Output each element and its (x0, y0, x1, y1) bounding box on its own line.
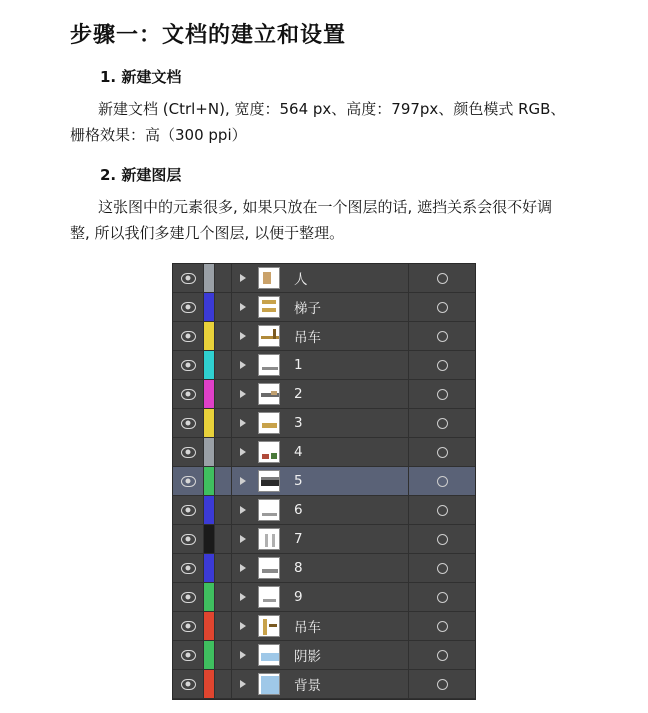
target-circle-icon-glyph (437, 331, 448, 342)
eye-icon-glyph (181, 650, 196, 661)
target-circle-icon-glyph (437, 650, 448, 661)
triangle-right-icon-glyph (240, 535, 246, 543)
layer-lock-slot[interactable] (215, 264, 232, 292)
layer-lock-slot[interactable] (215, 670, 232, 698)
layer-row[interactable] (173, 264, 475, 293)
layer-thumbnail[interactable] (254, 612, 284, 640)
eye-icon-glyph (181, 389, 196, 400)
layer-lock-slot[interactable] (215, 351, 232, 379)
triangle-right-icon-glyph (240, 680, 246, 688)
layer-color-swatch (204, 322, 215, 350)
triangle-right-icon[interactable] (232, 351, 254, 379)
layer-row[interactable] (173, 525, 475, 554)
layers-panel[interactable] (172, 263, 476, 700)
layer-thumbnail[interactable] (254, 525, 284, 553)
layer-color-swatch (204, 351, 215, 379)
triangle-right-icon-glyph (240, 332, 246, 340)
target-circle-icon-glyph (437, 360, 448, 371)
target-circle-icon-glyph (437, 447, 448, 458)
layer-thumbnail-image (258, 615, 280, 637)
layer-thumbnail-image (258, 354, 280, 376)
layer-thumbnail[interactable] (254, 670, 284, 698)
triangle-right-icon[interactable] (232, 554, 254, 582)
eye-icon[interactable] (173, 293, 204, 321)
layer-row[interactable] (173, 351, 475, 380)
triangle-right-icon-glyph (240, 564, 246, 572)
target-circle-icon-glyph (437, 534, 448, 545)
triangle-right-icon-glyph (240, 303, 246, 311)
eye-icon[interactable] (173, 496, 204, 524)
target-circle-icon[interactable] (408, 322, 475, 350)
section-1-paragraph: 新建文档 (Ctrl+N), 宽度：564 px、高度：797px、颜色模式 RGB、栅格效果：高（300 ppi） (70, 100, 566, 144)
triangle-right-icon[interactable] (232, 438, 254, 466)
triangle-right-icon[interactable] (232, 583, 254, 611)
triangle-right-icon-glyph (240, 448, 246, 456)
layer-name[interactable]: 6 (294, 502, 303, 518)
eye-icon-glyph (181, 563, 196, 574)
target-circle-icon-glyph (437, 563, 448, 574)
target-circle-icon[interactable] (408, 351, 475, 379)
triangle-right-icon-glyph (240, 361, 246, 369)
eye-icon-glyph (181, 360, 196, 371)
layer-thumbnail[interactable] (254, 467, 284, 495)
layer-lock-slot[interactable] (215, 409, 232, 437)
layer-color-swatch (204, 641, 215, 669)
layer-row[interactable] (173, 380, 475, 409)
layer-row[interactable] (173, 612, 475, 641)
layer-color-swatch (204, 264, 215, 292)
layer-name[interactable]: 3 (294, 415, 303, 431)
triangle-right-icon[interactable] (232, 641, 254, 669)
target-circle-icon-glyph (437, 418, 448, 429)
layer-row[interactable] (173, 467, 475, 496)
layer-name[interactable]: 4 (294, 444, 303, 460)
layer-thumbnail[interactable] (254, 351, 284, 379)
triangle-right-icon-glyph (240, 622, 246, 630)
eye-icon[interactable] (173, 641, 204, 669)
layer-lock-slot[interactable] (215, 438, 232, 466)
layer-lock-slot[interactable] (215, 612, 232, 640)
layer-thumbnail[interactable] (254, 322, 284, 350)
layer-thumbnail-image (258, 470, 280, 492)
triangle-right-icon-glyph (240, 593, 246, 601)
eye-icon-glyph (181, 476, 196, 487)
eye-icon[interactable] (173, 583, 204, 611)
layer-color-swatch (204, 438, 215, 466)
layer-row[interactable] (173, 293, 475, 322)
layer-color-swatch (204, 467, 215, 495)
eye-icon[interactable] (173, 670, 204, 698)
target-circle-icon-glyph (437, 679, 448, 690)
layer-name[interactable]: 2 (294, 386, 303, 402)
layer-name[interactable]: 9 (294, 589, 303, 605)
target-circle-icon-glyph (437, 389, 448, 400)
triangle-right-icon[interactable] (232, 670, 254, 698)
layer-thumbnail-image (258, 673, 280, 695)
layer-lock-slot[interactable] (215, 583, 232, 611)
layer-thumbnail[interactable] (254, 409, 284, 437)
target-circle-icon[interactable] (408, 641, 475, 669)
layer-thumbnail-image (258, 296, 280, 318)
triangle-right-icon[interactable] (232, 293, 254, 321)
layer-lock-slot[interactable] (215, 641, 232, 669)
layer-lock-slot[interactable] (215, 525, 232, 553)
layer-row[interactable] (173, 670, 475, 699)
eye-icon[interactable] (173, 525, 204, 553)
eye-icon[interactable] (173, 554, 204, 582)
layer-thumbnail[interactable] (254, 583, 284, 611)
layer-thumbnail-image (258, 441, 280, 463)
triangle-right-icon[interactable] (232, 612, 254, 640)
layer-lock-slot[interactable] (215, 496, 232, 524)
section-2-paragraph: 这张图中的元素很多, 如果只放在一个图层的话, 遮挡关系会很不好调整, 所以我们多建几个图层, 以便于整理。 (70, 198, 553, 242)
eye-icon-glyph (181, 534, 196, 545)
layer-thumbnail-image (258, 586, 280, 608)
layer-name[interactable]: 背景 (294, 678, 321, 694)
target-circle-icon-glyph (437, 476, 448, 487)
triangle-right-icon-glyph (240, 274, 246, 282)
layer-thumbnail-image (258, 528, 280, 550)
layer-color-swatch (204, 496, 215, 524)
layer-lock-slot[interactable] (215, 380, 232, 408)
layer-color-swatch (204, 670, 215, 698)
layer-color-swatch (204, 554, 215, 582)
layer-name[interactable]: 人 (294, 272, 308, 288)
target-circle-icon-glyph (437, 273, 448, 284)
layer-row[interactable] (173, 438, 475, 467)
layer-lock-slot[interactable] (215, 322, 232, 350)
eye-icon-glyph (181, 447, 196, 458)
layer-name[interactable]: 8 (294, 560, 303, 576)
layer-thumbnail[interactable] (254, 438, 284, 466)
triangle-right-icon[interactable] (232, 380, 254, 408)
eye-icon[interactable] (173, 351, 204, 379)
layer-color-swatch (204, 293, 215, 321)
layer-thumbnail-image (258, 412, 280, 434)
layer-color-swatch (204, 409, 215, 437)
layer-name[interactable]: 阴影 (294, 649, 321, 665)
eye-icon[interactable] (173, 264, 204, 292)
layer-name[interactable]: 5 (294, 473, 303, 489)
eye-icon-glyph (181, 505, 196, 516)
triangle-right-icon[interactable] (232, 525, 254, 553)
eye-icon[interactable] (173, 380, 204, 408)
target-circle-icon[interactable] (408, 612, 475, 640)
layer-thumbnail[interactable] (254, 264, 284, 292)
target-circle-icon-glyph (437, 621, 448, 632)
layer-lock-slot[interactable] (215, 467, 232, 495)
layer-name[interactable]: 吊车 (294, 330, 321, 346)
layer-thumbnail-image (258, 325, 280, 347)
layer-thumbnail-image (258, 499, 280, 521)
eye-icon-glyph (181, 679, 196, 690)
target-circle-icon[interactable] (408, 409, 475, 437)
layer-thumbnail-image (258, 644, 280, 666)
layer-thumbnail[interactable] (254, 293, 284, 321)
target-circle-icon[interactable] (408, 467, 475, 495)
layer-color-swatch (204, 612, 215, 640)
page-title: 步骤一：文档的建立和设置 (70, 23, 347, 48)
layer-thumbnail[interactable] (254, 554, 284, 582)
layer-thumbnail-image (258, 557, 280, 579)
target-circle-icon[interactable] (408, 496, 475, 524)
layer-thumbnail-image (258, 267, 280, 289)
eye-icon-glyph (181, 592, 196, 603)
eye-icon[interactable] (173, 438, 204, 466)
target-circle-icon[interactable] (408, 583, 475, 611)
layer-color-swatch (204, 380, 215, 408)
layer-row[interactable] (173, 641, 475, 670)
layer-name[interactable]: 梯子 (294, 301, 321, 317)
triangle-right-icon[interactable] (232, 322, 254, 350)
triangle-right-icon[interactable] (232, 496, 254, 524)
triangle-right-icon-glyph (240, 506, 246, 514)
layer-color-swatch (204, 583, 215, 611)
layer-name[interactable]: 7 (294, 531, 303, 547)
layer-row[interactable] (173, 496, 475, 525)
layer-color-swatch (204, 525, 215, 553)
layer-name[interactable]: 1 (294, 357, 303, 373)
triangle-right-icon[interactable] (232, 264, 254, 292)
eye-icon[interactable] (173, 322, 204, 350)
triangle-right-icon-glyph (240, 419, 246, 427)
triangle-right-icon-glyph (240, 390, 246, 398)
layer-row[interactable] (173, 322, 475, 351)
target-circle-icon[interactable] (408, 380, 475, 408)
target-circle-icon-glyph (437, 592, 448, 603)
triangle-right-icon-glyph (240, 477, 246, 485)
target-circle-icon[interactable] (408, 438, 475, 466)
target-circle-icon[interactable] (408, 554, 475, 582)
layer-lock-slot[interactable] (215, 554, 232, 582)
target-circle-icon-glyph (437, 302, 448, 313)
layer-thumbnail[interactable] (254, 496, 284, 524)
section-2-heading: 2. 新建图层 (100, 166, 182, 184)
layer-name[interactable]: 吊车 (294, 620, 321, 636)
triangle-right-icon[interactable] (232, 409, 254, 437)
target-circle-icon[interactable] (408, 670, 475, 698)
eye-icon[interactable] (173, 409, 204, 437)
target-circle-icon[interactable] (408, 293, 475, 321)
target-circle-icon[interactable] (408, 525, 475, 553)
triangle-right-icon[interactable] (232, 467, 254, 495)
layer-thumbnail-image (258, 383, 280, 405)
triangle-right-icon-glyph (240, 651, 246, 659)
layer-row[interactable] (173, 583, 475, 612)
target-circle-icon-glyph (437, 505, 448, 516)
eye-icon-glyph (181, 302, 196, 313)
eye-icon-glyph (181, 331, 196, 342)
layer-lock-slot[interactable] (215, 293, 232, 321)
target-circle-icon[interactable] (408, 264, 475, 292)
eye-icon-glyph (181, 273, 196, 284)
eye-icon[interactable] (173, 467, 204, 495)
layer-row[interactable] (173, 409, 475, 438)
layer-thumbnail[interactable] (254, 641, 284, 669)
eye-icon-glyph (181, 418, 196, 429)
eye-icon-glyph (181, 621, 196, 632)
section-1-heading: 1. 新建文档 (100, 68, 182, 86)
layer-row[interactable] (173, 554, 475, 583)
layer-thumbnail[interactable] (254, 380, 284, 408)
eye-icon[interactable] (173, 612, 204, 640)
